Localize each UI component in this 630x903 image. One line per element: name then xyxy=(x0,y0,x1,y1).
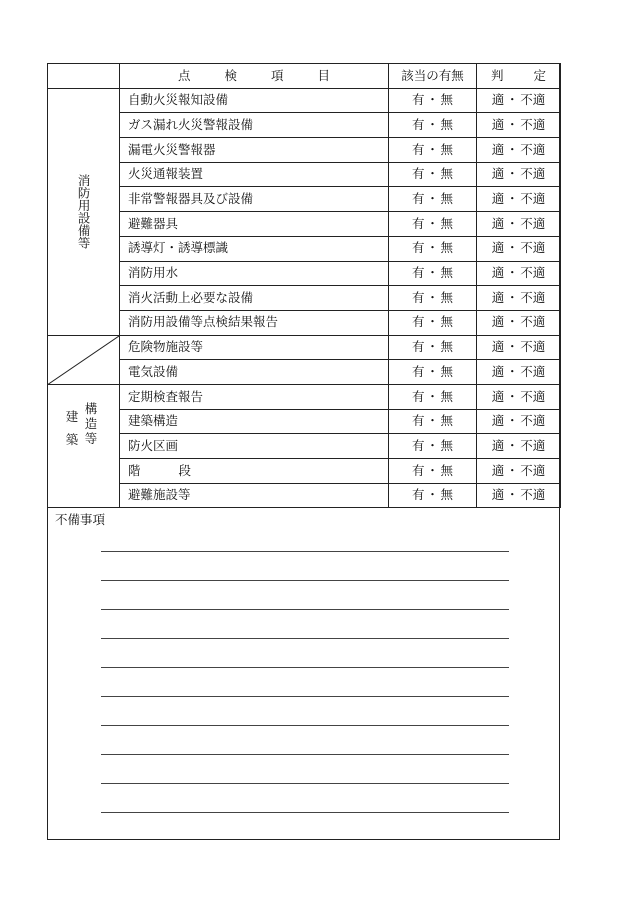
separator-dot: ・ xyxy=(426,388,439,404)
presence-no[interactable]: 無 xyxy=(440,339,454,355)
presence-no[interactable]: 無 xyxy=(440,487,454,503)
judge-ng[interactable]: 不適 xyxy=(520,437,546,453)
presence-no[interactable]: 無 xyxy=(440,289,454,305)
inspection-item: 避難器具 xyxy=(120,212,389,237)
table-row xyxy=(48,162,561,187)
judge-ok[interactable]: 適 xyxy=(491,215,505,231)
presence-no[interactable]: 無 xyxy=(440,166,454,182)
judge-ng[interactable]: 不適 xyxy=(520,166,546,182)
separator-dot: ・ xyxy=(426,462,439,478)
presence-cell[interactable] xyxy=(389,88,477,113)
inspection-item: 防火区画 xyxy=(120,434,389,459)
judge-ng[interactable]: 不適 xyxy=(520,388,546,404)
judge-ok[interactable]: 適 xyxy=(491,265,505,281)
separator-dot: ・ xyxy=(505,191,519,207)
judge-ng[interactable]: 不適 xyxy=(520,363,546,379)
item-char: 段 xyxy=(178,462,192,478)
inspection-item: 消防用設備等点検結果報告 xyxy=(120,310,389,335)
presence-no[interactable]: 無 xyxy=(440,215,454,231)
defect-line[interactable] xyxy=(101,754,509,755)
judge-ok[interactable]: 適 xyxy=(491,487,505,503)
table-row xyxy=(48,384,561,409)
presence-no[interactable]: 無 xyxy=(440,314,454,330)
judgement-cell[interactable] xyxy=(477,261,561,286)
defect-line[interactable] xyxy=(101,551,509,552)
separator-dot: ・ xyxy=(505,92,519,108)
table-row xyxy=(48,138,561,163)
separator-dot: ・ xyxy=(426,240,439,256)
inspection-item: 自動火災報知設備 xyxy=(120,88,389,113)
presence-yes[interactable]: 有 xyxy=(411,141,425,157)
presence-yes[interactable]: 有 xyxy=(411,314,425,330)
presence-yes[interactable]: 有 xyxy=(411,462,425,478)
presence-no[interactable]: 無 xyxy=(440,240,454,256)
judgement-cell[interactable] xyxy=(477,88,561,113)
judgement-cell[interactable] xyxy=(477,113,561,138)
header-row xyxy=(48,64,561,89)
judge-ng[interactable]: 不適 xyxy=(520,289,546,305)
separator-dot: ・ xyxy=(505,462,519,478)
inspection-item: 非常警報器具及び設備 xyxy=(120,187,389,212)
judge-ok[interactable]: 適 xyxy=(491,462,505,478)
table-row xyxy=(48,261,561,286)
defects-title: 不備事項 xyxy=(55,512,106,527)
separator-dot: ・ xyxy=(426,363,439,379)
separator-dot: ・ xyxy=(505,289,519,305)
judge-ok[interactable]: 適 xyxy=(491,92,505,108)
presence-yes[interactable]: 有 xyxy=(411,92,425,108)
presence-no[interactable]: 無 xyxy=(440,191,454,207)
separator-dot: ・ xyxy=(426,339,439,355)
separator-dot: ・ xyxy=(426,215,439,231)
separator-dot: ・ xyxy=(426,265,439,281)
judge-ng[interactable]: 不適 xyxy=(520,462,546,478)
presence-cell[interactable] xyxy=(389,261,477,286)
judge-ng[interactable]: 不適 xyxy=(520,215,546,231)
separator-dot: ・ xyxy=(426,191,439,207)
inspection-item: 避難施設等 xyxy=(120,483,389,508)
inspection-item: ガス漏れ火災警報設備 xyxy=(120,113,389,138)
header-inspection-item: 点 検 項 目 xyxy=(120,64,389,89)
presence-cell[interactable] xyxy=(389,360,477,385)
inspection-item: 危険物施設等 xyxy=(120,335,389,360)
group-label: 構 造 等 建 築 xyxy=(65,400,98,448)
judgement-cell[interactable] xyxy=(477,138,561,163)
table-row xyxy=(48,88,561,113)
table-row xyxy=(48,459,561,484)
presence-no[interactable]: 無 xyxy=(440,437,454,453)
table-row xyxy=(48,335,561,360)
presence-yes[interactable]: 有 xyxy=(411,116,425,132)
presence-cell[interactable] xyxy=(389,162,477,187)
defect-line[interactable] xyxy=(101,638,509,639)
judgement-cell[interactable] xyxy=(477,434,561,459)
presence-cell[interactable] xyxy=(389,483,477,508)
table-row xyxy=(48,360,561,385)
judgement-cell[interactable] xyxy=(477,212,561,237)
inspection-item: 電気設備 xyxy=(120,360,389,385)
presence-no[interactable]: 無 xyxy=(440,388,454,404)
presence-no[interactable]: 無 xyxy=(440,141,454,157)
presence-cell[interactable] xyxy=(389,310,477,335)
presence-cell[interactable] xyxy=(389,113,477,138)
separator-dot: ・ xyxy=(505,437,519,453)
table-row xyxy=(48,310,561,335)
judge-ok[interactable]: 適 xyxy=(491,339,505,355)
table-row xyxy=(48,434,561,459)
presence-cell[interactable] xyxy=(389,459,477,484)
judge-ng[interactable]: 不適 xyxy=(520,191,546,207)
judge-ok[interactable]: 適 xyxy=(491,363,505,379)
presence-no[interactable]: 無 xyxy=(440,116,454,132)
defect-line[interactable] xyxy=(101,783,509,784)
judge-ng[interactable]: 不適 xyxy=(520,92,546,108)
presence-yes[interactable]: 有 xyxy=(411,240,425,256)
group-building xyxy=(48,384,120,507)
group-fire-equipment xyxy=(48,88,120,335)
judgement-cell[interactable] xyxy=(477,187,561,212)
table-row xyxy=(48,212,561,237)
item-char: 階 xyxy=(128,462,141,478)
presence-cell[interactable] xyxy=(389,384,477,409)
presence-no[interactable]: 無 xyxy=(440,363,454,379)
header-judgement: 判 定 xyxy=(477,64,561,89)
inspection-item: 誘導灯・誘導標識 xyxy=(120,236,389,261)
presence-cell[interactable] xyxy=(389,434,477,459)
judge-ng[interactable]: 不適 xyxy=(520,314,546,330)
separator-dot: ・ xyxy=(426,166,439,182)
table-row xyxy=(48,409,561,434)
judgement-cell[interactable] xyxy=(477,384,561,409)
defect-line[interactable] xyxy=(101,696,509,697)
presence-cell[interactable] xyxy=(389,236,477,261)
presence-cell[interactable] xyxy=(389,286,477,311)
presence-yes[interactable]: 有 xyxy=(411,487,425,503)
judge-ng[interactable]: 不適 xyxy=(520,141,546,157)
presence-no[interactable]: 無 xyxy=(440,462,454,478)
separator-dot: ・ xyxy=(505,240,519,256)
judge-ok[interactable]: 適 xyxy=(491,413,505,429)
presence-yes[interactable]: 有 xyxy=(411,413,425,429)
defect-line[interactable] xyxy=(101,725,509,726)
group-other-diagonal xyxy=(48,335,120,384)
presence-no[interactable]: 無 xyxy=(440,413,454,429)
table-row xyxy=(48,286,561,311)
inspection-item xyxy=(120,459,389,484)
separator-dot: ・ xyxy=(426,116,439,132)
separator-dot: ・ xyxy=(426,437,439,453)
presence-no[interactable]: 無 xyxy=(440,92,454,108)
presence-yes[interactable]: 有 xyxy=(411,339,425,355)
judge-ok[interactable]: 適 xyxy=(491,437,505,453)
presence-yes[interactable]: 有 xyxy=(411,191,425,207)
inspection-item: 火災通報装置 xyxy=(120,162,389,187)
presence-yes[interactable]: 有 xyxy=(411,388,425,404)
judge-ng[interactable]: 不適 xyxy=(520,339,546,355)
judgement-cell[interactable] xyxy=(477,409,561,434)
inspection-item: 漏電火災警報器 xyxy=(120,138,389,163)
judge-ok[interactable]: 適 xyxy=(491,191,505,207)
group-label: 消防用設備等 xyxy=(76,174,92,250)
separator-dot: ・ xyxy=(505,363,519,379)
separator-dot: ・ xyxy=(426,314,439,330)
separator-dot: ・ xyxy=(505,314,519,330)
defects-section xyxy=(48,507,559,839)
separator-dot: ・ xyxy=(426,487,439,503)
judgement-cell[interactable] xyxy=(477,310,561,335)
separator-dot: ・ xyxy=(505,413,519,429)
judgement-cell[interactable] xyxy=(477,459,561,484)
judge-ok[interactable]: 適 xyxy=(491,141,505,157)
judge-ok[interactable]: 適 xyxy=(491,314,505,330)
inspection-item: 消火活動上必要な設備 xyxy=(120,286,389,311)
presence-yes[interactable]: 有 xyxy=(411,265,425,281)
judgement-cell[interactable] xyxy=(477,360,561,385)
judge-ok[interactable]: 適 xyxy=(491,116,505,132)
table-row xyxy=(48,236,561,261)
defect-line[interactable] xyxy=(101,812,509,813)
judgement-cell[interactable] xyxy=(477,483,561,508)
judgement-cell[interactable] xyxy=(477,335,561,360)
presence-yes[interactable]: 有 xyxy=(411,363,425,379)
separator-dot: ・ xyxy=(426,141,439,157)
inspection-form xyxy=(47,63,560,840)
table-row xyxy=(48,483,561,508)
judge-ng[interactable]: 不適 xyxy=(520,116,546,132)
separator-dot: ・ xyxy=(505,265,519,281)
presence-no[interactable]: 無 xyxy=(440,265,454,281)
presence-cell[interactable] xyxy=(389,335,477,360)
header-presence: 該当の有無 xyxy=(389,64,477,89)
judgement-cell[interactable] xyxy=(477,286,561,311)
judge-ng[interactable]: 不適 xyxy=(520,240,546,256)
separator-dot: ・ xyxy=(426,289,439,305)
judge-ok[interactable]: 適 xyxy=(491,240,505,256)
presence-yes[interactable]: 有 xyxy=(411,166,425,182)
inspection-item: 建築構造 xyxy=(120,409,389,434)
separator-dot: ・ xyxy=(505,166,519,182)
inspection-item: 定期検査報告 xyxy=(120,384,389,409)
inspection-item: 消防用水 xyxy=(120,261,389,286)
judgement-cell[interactable] xyxy=(477,162,561,187)
separator-dot: ・ xyxy=(505,215,519,231)
table-row xyxy=(48,113,561,138)
presence-yes[interactable]: 有 xyxy=(411,289,425,305)
presence-yes[interactable]: 有 xyxy=(411,215,425,231)
separator-dot: ・ xyxy=(505,388,519,404)
presence-yes[interactable]: 有 xyxy=(411,437,425,453)
presence-cell[interactable] xyxy=(389,212,477,237)
defect-line[interactable] xyxy=(101,667,509,668)
defect-line[interactable] xyxy=(101,580,509,581)
judge-ok[interactable]: 適 xyxy=(491,289,505,305)
judge-ok[interactable]: 適 xyxy=(491,166,505,182)
presence-cell[interactable] xyxy=(389,187,477,212)
judge-ok[interactable]: 適 xyxy=(491,388,505,404)
separator-dot: ・ xyxy=(505,487,519,503)
separator-dot: ・ xyxy=(505,141,519,157)
presence-cell[interactable] xyxy=(389,409,477,434)
judge-ng[interactable]: 不適 xyxy=(520,413,546,429)
separator-dot: ・ xyxy=(426,413,439,429)
diagonal-line xyxy=(48,336,119,384)
inspection-table xyxy=(47,63,561,508)
judge-ng[interactable]: 不適 xyxy=(520,265,546,281)
table-row xyxy=(48,187,561,212)
defect-line[interactable] xyxy=(101,609,509,610)
separator-dot: ・ xyxy=(505,116,519,132)
presence-cell[interactable] xyxy=(389,138,477,163)
judgement-cell[interactable] xyxy=(477,236,561,261)
judge-ng[interactable]: 不適 xyxy=(520,487,546,503)
separator-dot: ・ xyxy=(505,339,519,355)
separator-dot: ・ xyxy=(426,92,439,108)
